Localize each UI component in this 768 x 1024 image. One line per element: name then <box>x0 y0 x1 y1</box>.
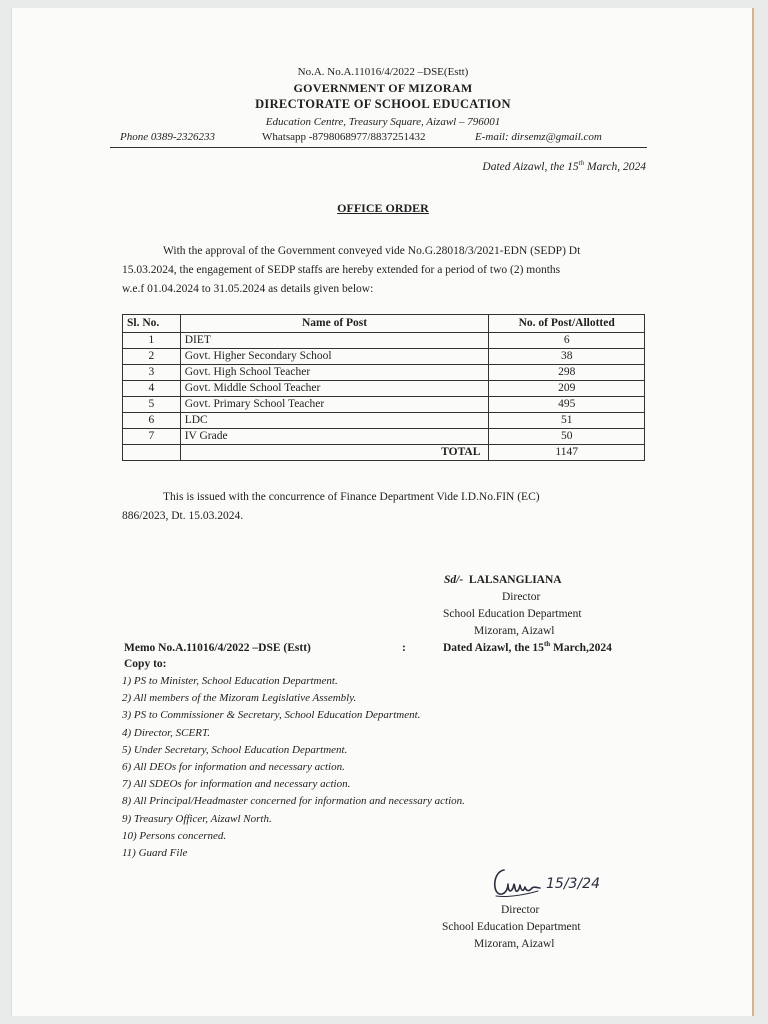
memo-date: Dated Aizawl, the 15th March,2024 <box>443 640 612 654</box>
table-row <box>123 333 645 349</box>
memo-number: Memo No.A.11016/4/2022 –DSE (Estt) <box>124 642 311 654</box>
table-total-row <box>123 445 645 461</box>
director-signature <box>488 858 618 908</box>
total-value: 1147 <box>489 445 645 461</box>
row-post-count: 495 <box>489 397 645 413</box>
row-post-name: LDC <box>180 413 489 429</box>
list-item: 7) All SDEOs for information and necessary action. <box>122 778 351 791</box>
row-post-name: DIET <box>180 333 489 349</box>
table-row <box>123 429 645 445</box>
row-post-name: Govt. Primary School Teacher <box>180 397 489 413</box>
table-row <box>123 349 645 365</box>
footer-department: School Education Department <box>442 921 581 933</box>
body-line-3: w.e.f 01.04.2024 to 31.05.2024 as details given below: <box>122 283 374 295</box>
list-item: 9) Treasury Officer, Aizawl North. <box>122 812 272 825</box>
row-post-name: IV Grade <box>180 429 489 445</box>
row-post-count: 6 <box>489 333 645 349</box>
row-post-count: 38 <box>489 349 645 365</box>
list-item: 11) Guard File <box>122 846 188 859</box>
phone-number: Phone 0389-2326233 <box>120 131 216 143</box>
signatory-name: Sd/- LALSANGLIANA <box>444 574 562 586</box>
signature-date: 15/3/24 <box>546 876 600 892</box>
row-post-count: 298 <box>489 365 645 381</box>
row-sl-no: 3 <box>123 365 181 381</box>
copy-to-list <box>122 673 465 862</box>
header-no-of-post: No. of Post/Allotted <box>489 315 645 333</box>
row-post-count: 50 <box>489 429 645 445</box>
page-title: OFFICE ORDER <box>337 201 429 215</box>
whatsapp-number: Whatsapp -8798068977/8837251432 <box>262 131 426 143</box>
body-line-2: 15.03.2024, the engagement of SEDP staffs are hereby extended for a period of two (2) months <box>122 264 561 276</box>
email-address: E-mail: dirsemz@gmail.com <box>475 131 602 143</box>
row-post-name: Govt. High School Teacher <box>180 365 489 381</box>
office-address: Education Centre, Treasury Square, Aizawl – 796001 <box>265 116 501 128</box>
order-date: Dated Aizawl, the 15th March, 2024 <box>482 159 646 173</box>
signatory-designation: Director <box>502 591 541 603</box>
list-item: 2) All members of the Mizoram Legislative Assembly. <box>122 692 357 705</box>
list-item: 8) All Principal/Headmaster concerned for information and necessary action. <box>122 795 465 808</box>
table-row <box>123 381 645 397</box>
list-item: 1) PS to Minister, School Education Department. <box>122 675 338 687</box>
government-heading: GOVERNMENT OF MIZORAM <box>293 81 473 95</box>
footer-place: Mizoram, Aizawl <box>474 938 555 950</box>
header-name-of-post: Name of Post <box>180 315 489 333</box>
table-row <box>123 413 645 429</box>
table-row <box>123 397 645 413</box>
header-sl-no: Sl. No. <box>123 315 181 333</box>
concurrence-line-1: This is issued with the concurrence of Finance Department Vide I.D.No.FIN (EC) <box>163 491 540 503</box>
list-item: 10) Persons concerned. <box>122 829 227 842</box>
row-post-name: Govt. Higher Secondary School <box>180 349 489 365</box>
row-sl-no: 5 <box>123 397 181 413</box>
total-label: TOTAL <box>180 445 489 461</box>
table-row <box>123 365 645 381</box>
list-item: 3) PS to Commissioner & Secretary, School Education Department. <box>122 709 421 722</box>
row-sl-no: 1 <box>123 333 181 349</box>
footer-designation: Director <box>501 904 540 916</box>
row-sl-no: 6 <box>123 413 181 429</box>
copy-to-heading: Copy to: <box>124 658 167 670</box>
signatory-place: Mizoram, Aizawl <box>474 625 555 637</box>
posts-table <box>122 314 645 461</box>
list-item: 4) Director, SCERT. <box>122 726 210 739</box>
row-post-name: Govt. Middle School Teacher <box>180 381 489 397</box>
signatory-department: School Education Department <box>443 608 582 620</box>
row-sl-no: 2 <box>123 349 181 365</box>
header-divider <box>110 147 647 148</box>
reference-number: No.A. No.A.11016/4/2022 –DSE(Estt) <box>297 66 469 78</box>
list-item: 5) Under Secretary, School Education Department. <box>122 743 348 756</box>
row-sl-no: 7 <box>123 429 181 445</box>
row-sl-no: 4 <box>123 381 181 397</box>
body-line-1: With the approval of the Government conveyed vide No.G.28018/3/2021-EDN (SEDP) Dt <box>163 245 581 257</box>
table-header-row <box>123 315 645 333</box>
directorate-heading: DIRECTORATE OF SCHOOL EDUCATION <box>255 97 511 111</box>
list-item: 6) All DEOs for information and necessary action. <box>122 760 345 773</box>
row-post-count: 209 <box>489 381 645 397</box>
memo-colon: : <box>402 642 406 654</box>
concurrence-line-2: 886/2023, Dt. 15.03.2024. <box>122 510 244 522</box>
row-post-count: 51 <box>489 413 645 429</box>
